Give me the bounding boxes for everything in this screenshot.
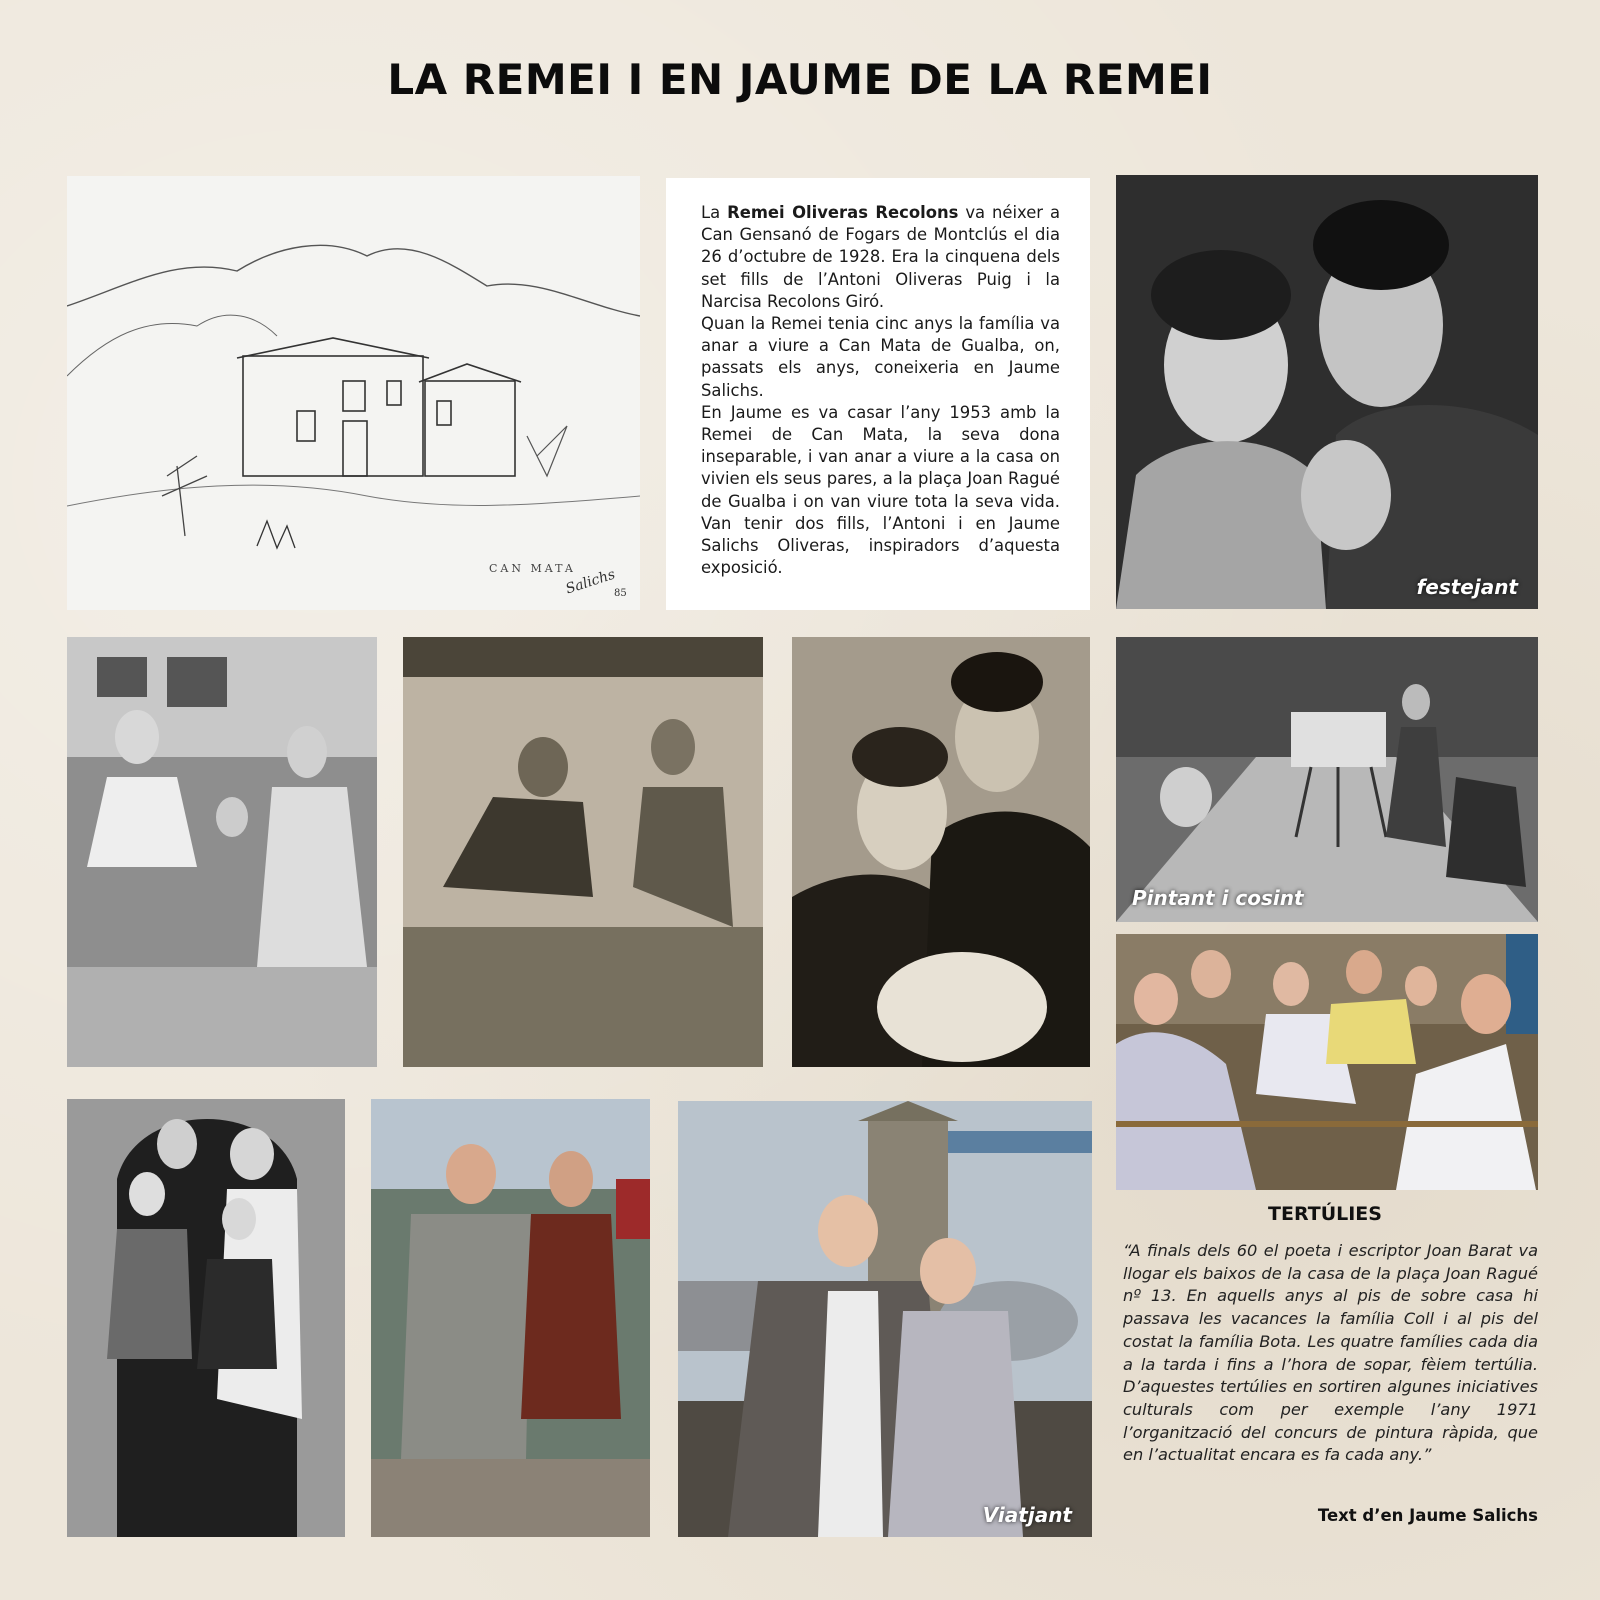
tertulia-gathering-photo <box>1116 934 1538 1190</box>
pigeons-square-photo <box>403 637 763 1067</box>
can-mata-sketch <box>67 176 640 610</box>
caption-dancing: festejant <box>1416 575 1518 599</box>
intro-paragraph-2: Quan la Remei tenia cinc anys la família va anar a viure a Can Mata de Gualba, on, passats els anys, coneixeria en Jaume Salichs. <box>701 314 1060 400</box>
wedding-portrait-photo <box>792 637 1090 1067</box>
tertulies-credit: Text d’en Jaume Salichs <box>1317 1506 1538 1525</box>
family-doorway-photo <box>67 1099 345 1537</box>
dancing-couple-photo <box>1116 175 1538 609</box>
caption-painting: Pintant i cosint <box>1132 886 1304 910</box>
tertulies-heading: TERTÚLIES <box>1268 1203 1382 1225</box>
intro-prefix: La <box>701 203 728 222</box>
sketch-signature: Salichs <box>563 566 618 598</box>
sketch-signature-year: 85 <box>614 588 627 599</box>
family-seated-photo <box>67 637 377 1067</box>
sketch-inscription: CAN MATA <box>489 562 576 575</box>
tertulies-quote: “A finals dels 60 el poeta i escriptor Joan Barat va llogar els baixos de la casa de la plaça Joan Ragué nº 13. En aquells anys al pis de sobre casa hi passava les vacances la família Coll i al pis del costat la família Bota. Les quatre famílies cada dia a la tarda i fins a l’hora de sopar, fèiem tertúlia. D’aquestes tertúlies en sortiren algunes iniciatives culturals com per exemple l’any 1971 l’organització del concurs de pintura ràpida, que en l’actualitat encara es fa cada any.” <box>1123 1241 1538 1465</box>
painting-sewing-photo <box>1116 637 1538 922</box>
intro-paragraph-3: En Jaume es va casar l’any 1953 amb la Remei de Can Mata, la seva dona inseparable, i van anar a viure a la casa on vivien els seus pares, a la plaça Joan Ragué de Gualba i on van viure tota la seva vida. Van tenir dos fills, l’Antoni i en Jaume Salichs Oliveras, inspiradors d’aquesta exposició. <box>701 402 1060 578</box>
intro-paragraph-1: va néixer a Can Gensanó de Fogars de Montclús el dia 26 d’octubre de 1928. Era la cinquena dels set fills de l’Antoni Oliveras Puig i la Narcisa Recolons Giró. <box>701 203 1060 311</box>
intro-name: Remei Oliveras Recolons <box>727 203 959 222</box>
intro-text <box>701 202 1060 579</box>
london-travel-photo <box>678 1101 1092 1537</box>
intro-text-box <box>666 178 1090 610</box>
caption-travel: Viatjant <box>982 1503 1072 1527</box>
couple-portrait-photo <box>371 1099 650 1537</box>
page-title: LA REMEI I EN JAUME DE LA REMEI <box>387 55 1213 104</box>
